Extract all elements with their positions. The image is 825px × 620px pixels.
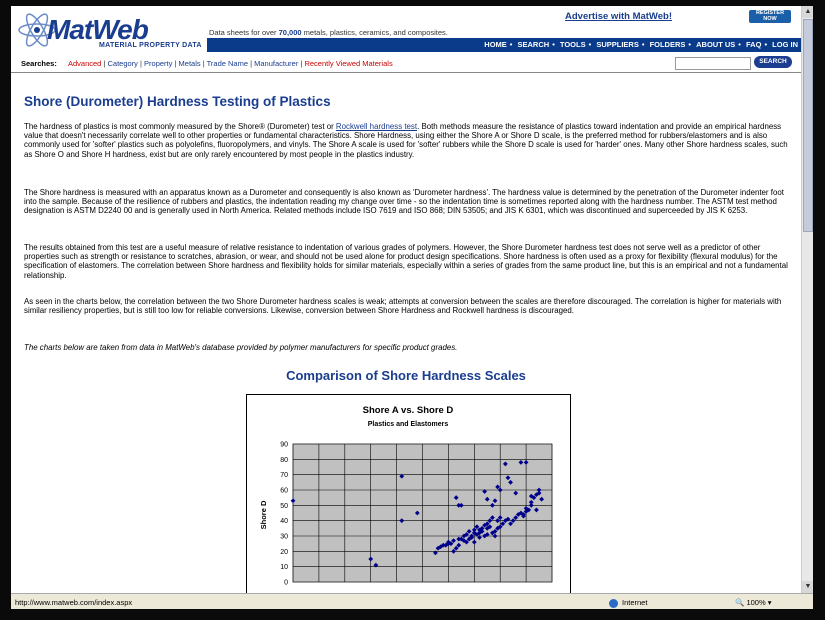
chart-heading: Comparison of Shore Hardness Scales bbox=[286, 368, 526, 383]
vertical-scrollbar[interactable] bbox=[801, 6, 813, 593]
page-title: Shore (Durometer) Hardness Testing of Plastics bbox=[24, 94, 331, 109]
zone-label: Internet bbox=[622, 598, 648, 607]
paragraph-chart-note: The charts below are taken from data in MatWeb's database provided by polymer manufacturers for specific product grades. bbox=[24, 343, 458, 352]
matweb-logo[interactable] bbox=[11, 8, 207, 50]
y-tick-label: 80 bbox=[280, 456, 288, 464]
scroll-thumb[interactable] bbox=[803, 19, 813, 232]
y-tick-label: 0 bbox=[284, 579, 288, 587]
nav-about-us[interactable]: ABOUT US bbox=[696, 40, 736, 49]
logo-text: MatWeb bbox=[47, 14, 148, 45]
chart-subtitle: Plastics and Elastomers bbox=[367, 421, 449, 428]
search-input[interactable] bbox=[675, 57, 751, 70]
search-link-recently-viewed[interactable]: Recently Viewed Materials bbox=[304, 59, 393, 68]
scroll-down-arrow-icon[interactable]: ▼ bbox=[802, 581, 813, 593]
nav-search[interactable]: SEARCH bbox=[517, 40, 550, 49]
nav-log-in[interactable]: LOG IN bbox=[772, 40, 798, 49]
shore-chart bbox=[246, 394, 571, 596]
search-link-advanced[interactable]: Advanced bbox=[68, 59, 102, 68]
nav-suppliers[interactable]: SUPPLIERS bbox=[596, 40, 639, 49]
y-tick-label: 40 bbox=[280, 518, 288, 526]
paragraph-results: The results obtained from this test are a useful measure of relative resistance to indentation of various grades of polymers. However, the Shore Durometer hardness test does not serve well as a predictor of other properties such as strength or resistance to scratches, abrasion, or wear, and should not be used alone for product design specifications. Shore hardness is often used as a proxy for flexibility (flexural modulus) for the specification of elastomers. The correlation between Shore hardness and flexibility holds for similar materials, especially within a series of grades from the same product line, but this is an empirical and not a fundamental relationship. bbox=[24, 243, 788, 280]
p1-text-b: . Both methods measure the resistance of plastics toward indentation and provide an empirical hardness value that doesn't necessarily correlate well to other properties or fundamental characteristics. Shore Hardness, using either the Shore A or Shore D scale, is the preferred method for rubbers/elastomers and is also commonly used for 'softer' plastics such as polyolefins, fluoropolymers, and vinyls. The Shore A scale is used for 'softer' rubbers while the Shore D scale is used for 'harder' ones. Many other Shore hardness scales, such as Shore O and Shore H hardness, exist but are only rarely encountered by most people in the plastics industry. bbox=[24, 122, 788, 159]
searches-label: Searches: bbox=[21, 59, 57, 68]
zoom-level: 100% bbox=[746, 598, 766, 607]
nav-tools[interactable]: TOOLS bbox=[559, 40, 586, 49]
advertise-link[interactable]: Advertise with MatWeb! bbox=[565, 11, 672, 22]
nav-faq[interactable]: FAQ bbox=[746, 40, 762, 49]
paragraph-durometer: The Shore hardness is measured with an apparatus known as a Durometer and consequently is also known as 'Durometer hardness'. The hardness value is determined by the penetration of the Durometer indenter foot into the sample. Because of the resilience of rubbers and plastics, the indentation reading my change over time - so the indentation time is sometimes reported along with the hardness number. The ASTM test method designation is ASTM D2240 00 and is generally used in North America. Related methods include ISO 7619 and ISO 868; DIN 53505; and JIS K 6301, which was discontinued and superceeded by JIS K 6253. bbox=[24, 188, 784, 216]
y-tick-label: 60 bbox=[280, 487, 288, 495]
nav-folders[interactable]: FOLDERS bbox=[649, 40, 686, 49]
search-link-metals[interactable]: Metals bbox=[178, 59, 201, 68]
zoom-control[interactable]: 🔍 100% ▾ bbox=[735, 598, 772, 607]
search-link-property[interactable]: Property bbox=[144, 59, 173, 68]
y-tick-label: 90 bbox=[280, 441, 288, 449]
search-link-manufacturer[interactable]: Manufacturer bbox=[254, 59, 299, 68]
search-button[interactable]: SEARCH bbox=[754, 56, 792, 68]
tagline-prefix: Data sheets for over bbox=[209, 28, 279, 37]
nav-home[interactable]: HOME bbox=[484, 40, 507, 49]
globe-icon bbox=[609, 599, 618, 608]
browser-window bbox=[11, 6, 813, 609]
chart-y-axis-label: Shore D bbox=[259, 500, 268, 530]
paragraph-correlation: As seen in the charts below, the correlation between the two Shore Durometer hardness scales is weak; attempts at conversion between the scales are therefore discouraged. The correlation is higher for materials with similar resiliency properties, but is still too low for reliable conversions. Likewise, conversion between Shore Hardness and Rockwell hardness is discouraged. bbox=[24, 297, 782, 316]
tagline bbox=[209, 28, 448, 37]
search-link-category[interactable]: Category bbox=[107, 59, 138, 68]
search-links: Advanced | Category | Property | Metals | Trade Name | Manufacturer | Recently Viewed Materials bbox=[68, 59, 393, 68]
security-zone bbox=[609, 598, 647, 608]
y-tick-label: 20 bbox=[280, 548, 288, 556]
y-tick-label: 70 bbox=[280, 472, 288, 480]
scroll-up-arrow-icon[interactable]: ▲ bbox=[802, 6, 813, 18]
p1-text-a: The hardness of plastics is most commonly measured by the Shore® (Durometer) test or bbox=[24, 122, 336, 131]
search-bar bbox=[11, 54, 801, 73]
y-tick-label: 50 bbox=[280, 502, 288, 510]
search-link-trade-name[interactable]: Trade Name bbox=[206, 59, 249, 68]
tagline-suffix: metals, plastics, ceramics, and composites. bbox=[301, 28, 448, 37]
paragraph-intro bbox=[24, 122, 794, 159]
main-content bbox=[11, 73, 801, 593]
tagline-count: 70,000 bbox=[278, 28, 302, 37]
register-now-button[interactable]: REGISTER NOW bbox=[749, 10, 791, 23]
y-tick-label: 10 bbox=[280, 564, 288, 572]
chart-svg bbox=[247, 395, 570, 595]
status-url: http://www.matweb.com/index.aspx bbox=[15, 598, 133, 607]
chart-title: Shore A vs. Shore D bbox=[362, 405, 454, 416]
y-tick-label: 30 bbox=[280, 533, 288, 541]
status-bar bbox=[11, 593, 813, 609]
main-nav: HOME • SEARCH • TOOLS • SUPPLIERS • FOLDERS • ABOUT US • FAQ • LOG IN bbox=[207, 38, 801, 52]
logo-subtitle: MATERIAL PROPERTY DATA bbox=[99, 42, 202, 49]
rockwell-hardness-link[interactable]: Rockwell hardness test bbox=[335, 122, 418, 131]
